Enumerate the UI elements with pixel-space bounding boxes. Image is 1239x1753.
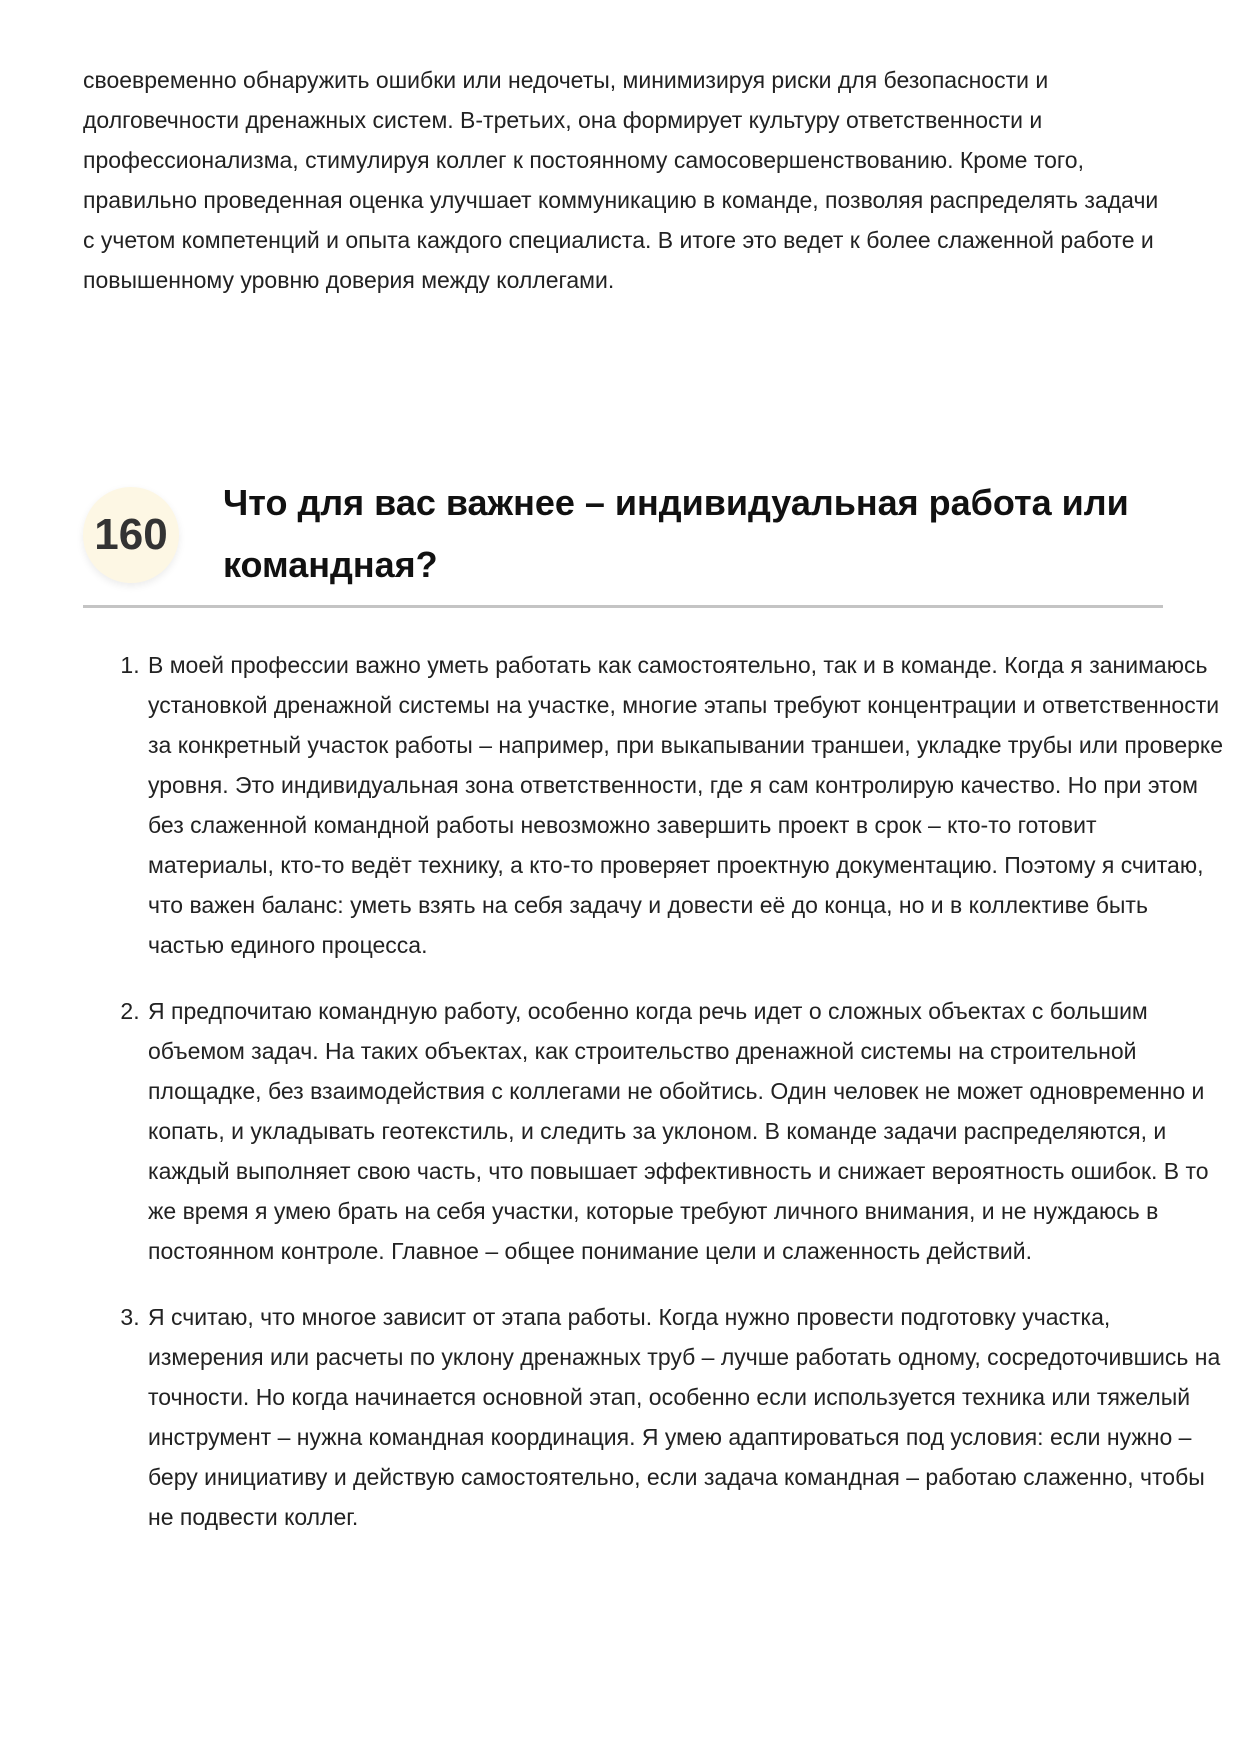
answer-item: 2. Я предпочитаю командную работу, особенно когда речь идет о сложных объектах с большим объемом задач. На таких объектах, как строительство дренажной системы на строительной площадке, без взаимодействия с коллегами не обойтись. Один человек не может одновременно и копать, и укладывать геотекстиль, и следить за уклоном. В команде задачи распределяются, и каждый выполняет свою часть, что повышает эффективность и снижает вероятность ошибок. В то же время я умею брать на себя участки, которые требуют личного внимания, и не нуждаюсь в постоянном контроле. Главное – общее понимание цели и слаженность действий.	[146, 991, 1226, 1271]
intro-paragraph: своевременно обнаружить ошибки или недочеты, минимизируя риски для безопасности и долговечности дренажных систем. В-третьих, она формирует культуру ответственности и профессионализма, стимулируя коллег к постоянному самосовершенствованию. Кроме того, правильно проведенная оценка улучшает коммуникацию в команде, позволяя распределять задачи с учетом компетенций и опыта каждого специалиста. В итоге это ведет к более слаженной работе и повышенному уровню доверия между коллегами.	[83, 67, 1159, 293]
question-header	[83, 480, 1163, 608]
question-number-badge: 160	[83, 487, 179, 583]
question-title: Что для вас важнее – индивидуальная работа или командная?	[223, 482, 1129, 585]
answer-item: 1. В моей профессии важно уметь работать как самостоятельно, так и в команде. Когда я занимаюсь установкой дренажной системы на участке, многие этапы требуют концентрации и ответственности за конкретный участок работы – например, при выкапывании траншеи, укладке трубы или проверке уровня. Это индивидуальная зона ответственности, где я сам контролирую качество. Но при этом без слаженной командной работы невозможно завершить проект в срок – кто-то готовит материалы, кто-то ведёт технику, а кто-то проверяет проектную документацию. Поэтому я считаю, что важен баланс: уметь взять на себя задачу и довести её до конца, но и в коллективе быть частью единого процесса.	[146, 645, 1226, 965]
answer-list	[83, 645, 1226, 1563]
answer-item: 3. Я считаю, что многое зависит от этапа работы. Когда нужно провести подготовку участка, измерения или расчеты по уклону дренажных труб – лучше работать одному, сосредоточившись на точности. Но когда начинается основной этап, особенно если используется техника или тяжелый инструмент – нужна командная координация. Я умею адаптироваться под условия: если нужно – беру инициативу и действую самостоятельно, если задача командная – работаю слаженно, чтобы не подвести коллег.	[146, 1297, 1226, 1537]
